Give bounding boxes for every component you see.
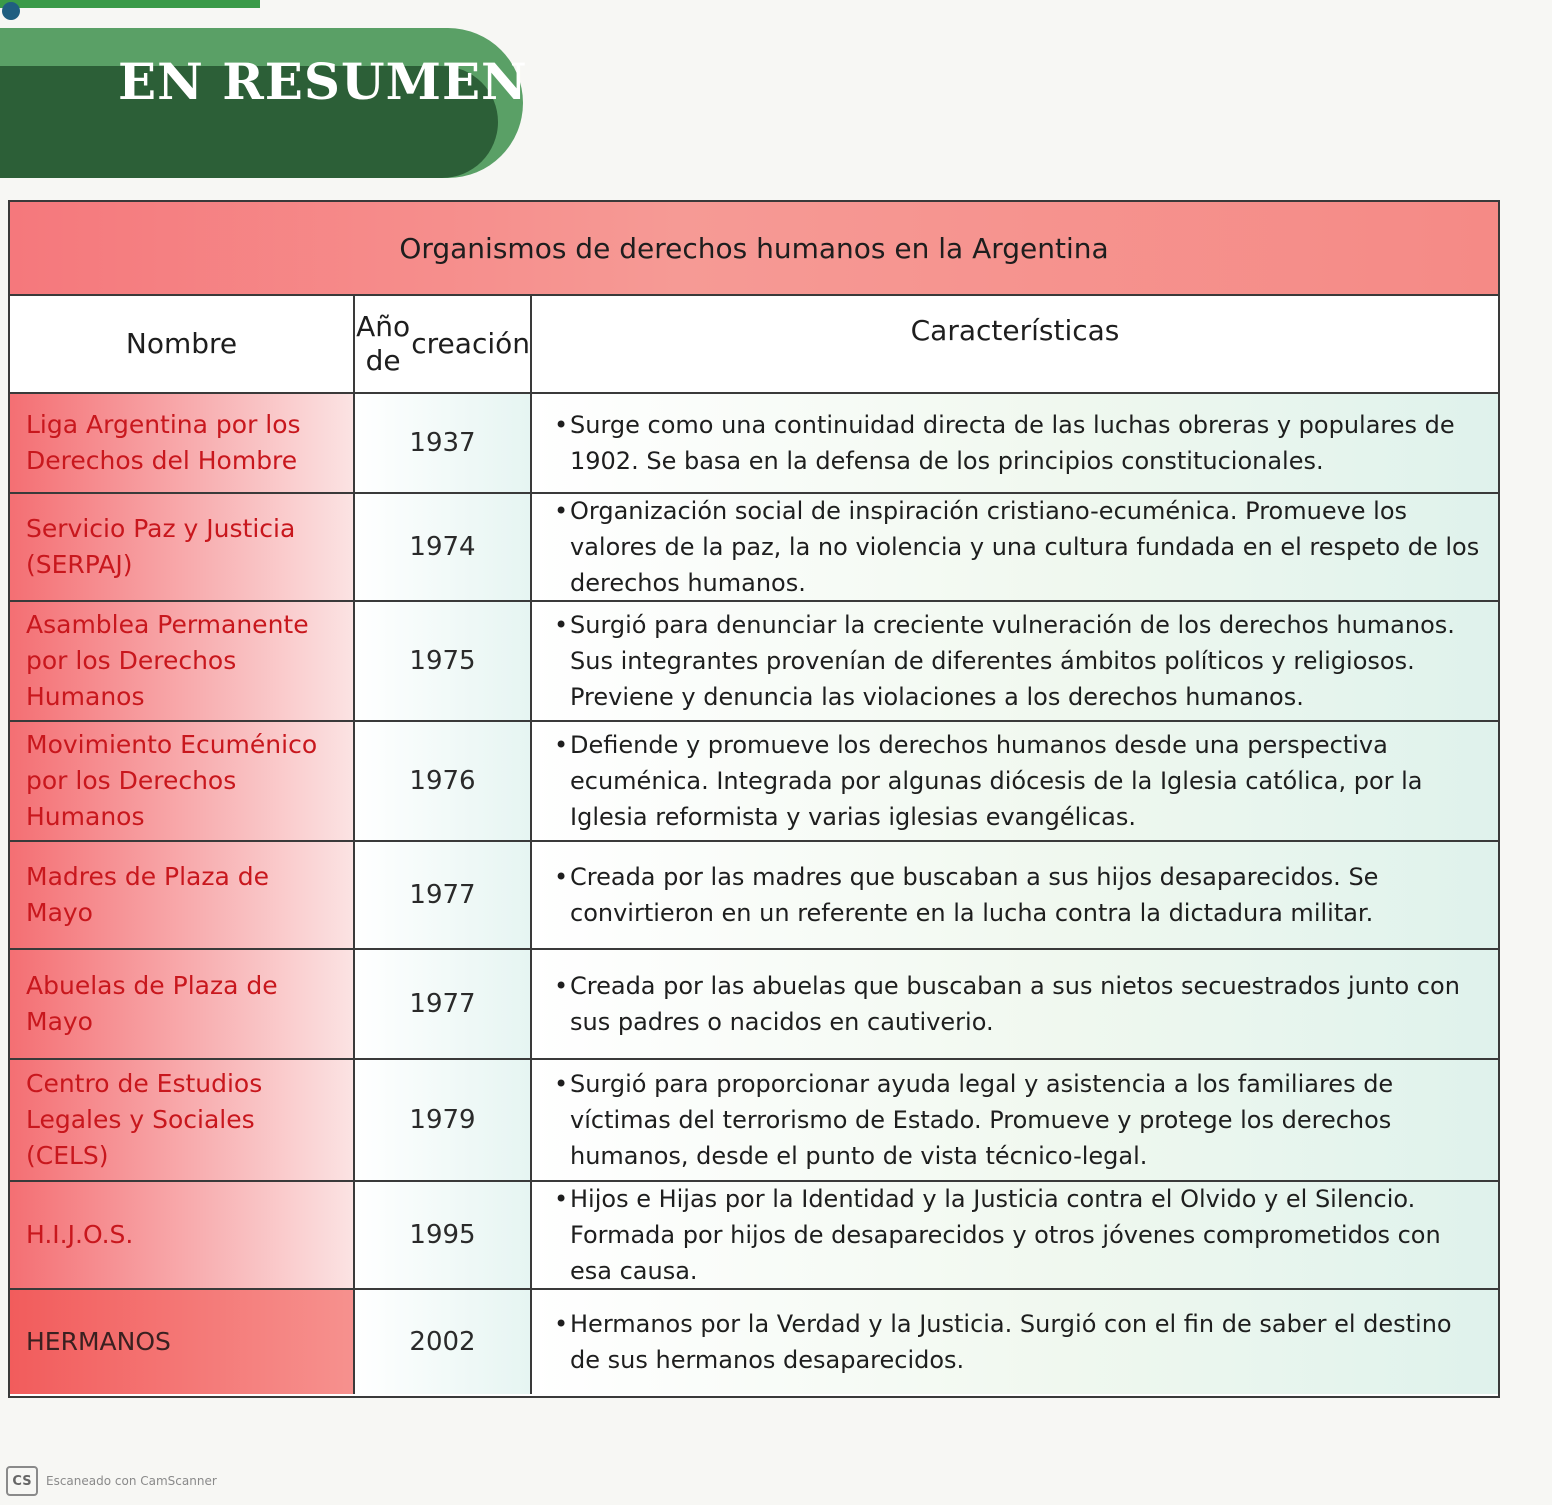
row-name: Asamblea Permanente por los Derechos Humanos — [10, 602, 355, 720]
row-characteristics — [532, 1182, 1498, 1288]
row-name: Centro de Estudios Legales y Sociales (CELS) — [10, 1060, 355, 1180]
table-row — [10, 722, 1498, 842]
bullet-icon: • — [554, 1310, 569, 1338]
row-name: Liga Argentina por los Derechos del Hombre — [10, 394, 355, 492]
row-name: Movimiento Ecuménico por los Derechos Humanos — [10, 722, 355, 840]
row-characteristics — [532, 950, 1498, 1058]
header-characteristics: Características — [910, 314, 1120, 347]
scanner-watermark-text: Escaneado con CamScanner — [46, 1474, 217, 1488]
table-row — [10, 602, 1498, 722]
row-characteristics — [532, 842, 1498, 948]
row-characteristics — [532, 1060, 1498, 1180]
row-characteristics-text: Surgió para denunciar la creciente vulneración de los derechos humanos. Sus integrantes provenían de diferentes ámbitos políticos y religiosos. Previene y denuncia las violaciones a los derechos humanos. — [570, 611, 1455, 711]
table-row — [10, 950, 1498, 1060]
bullet-icon: • — [554, 863, 569, 891]
table-row — [10, 842, 1498, 950]
table-row — [10, 494, 1498, 602]
row-characteristics — [532, 494, 1498, 600]
row-characteristics-text: Hermanos por la Verdad y la Justicia. Surgió con el fin de saber el destino de sus hermanos desaparecidos. — [570, 1310, 1452, 1374]
row-name: Abuelas de Plaza de Mayo — [10, 950, 355, 1058]
top-accent-bar — [0, 0, 260, 8]
row-year: 2002 — [355, 1290, 532, 1394]
scanner-watermark — [6, 1466, 217, 1496]
row-year: 1975 — [355, 602, 532, 720]
row-characteristics — [532, 602, 1498, 720]
row-characteristics — [532, 1290, 1498, 1394]
section-title: EN RESUMEN — [118, 52, 528, 111]
row-name: H.I.J.O.S. — [10, 1182, 355, 1288]
row-characteristics-text: Defiende y promueve los derechos humanos desde una perspectiva ecuménica. Integrada por algunas diócesis de la Iglesia católica, por la Iglesia reformista y varias iglesias evangélicas. — [570, 731, 1423, 831]
row-year: 1974 — [355, 494, 532, 600]
row-characteristics-text: Creada por las madres que buscaban a sus hijos desaparecidos. Se convirtieron en un referente en la lucha contra la dictadura militar. — [570, 863, 1379, 927]
row-year: 1977 — [355, 842, 532, 948]
row-characteristics-text: Organización social de inspiración cristiano-ecuménica. Promueve los valores de la paz, la no violencia y una cultura fundada en el respeto de los derechos humanos. — [570, 497, 1480, 597]
summary-table — [8, 200, 1500, 1398]
bullet-icon: • — [554, 972, 569, 1000]
table-title: Organismos de derechos humanos en la Argentina — [10, 202, 1498, 296]
camscanner-logo-icon: CS — [6, 1466, 38, 1496]
header-year-line1: Año de — [356, 310, 411, 377]
row-characteristics — [532, 722, 1498, 840]
header-name: Nombre — [10, 296, 355, 392]
row-name: Servicio Paz y Justicia (SERPAJ) — [10, 494, 355, 600]
bullet-icon: • — [554, 611, 569, 639]
bullet-icon: • — [554, 731, 569, 759]
row-characteristics — [532, 394, 1498, 492]
row-characteristics-text: Creada por las abuelas que buscaban a sus nietos secuestrados junto con sus padres o nacidos en cautiverio. — [570, 972, 1460, 1036]
table-row — [10, 394, 1498, 494]
row-characteristics-text: Surgió para proporcionar ayuda legal y asistencia a los familiares de víctimas del terrorismo de Estado. Promueve y protege los derechos humanos, desde el punto de vista técnico-legal. — [570, 1070, 1394, 1170]
row-name: HERMANOS — [10, 1290, 355, 1394]
table-row — [10, 1060, 1498, 1182]
bullet-icon: • — [554, 1185, 569, 1213]
table-row — [10, 1182, 1498, 1290]
header-year — [355, 296, 532, 392]
row-year: 1995 — [355, 1182, 532, 1288]
header-year-line2: creación — [411, 327, 530, 361]
bullet-icon: • — [554, 411, 569, 439]
row-year: 1937 — [355, 394, 532, 492]
bullet-icon: • — [554, 497, 569, 525]
row-year: 1979 — [355, 1060, 532, 1180]
row-characteristics-text: Surge como una continuidad directa de las luchas obreras y populares de 1902. Se basa en la defensa de los principios constitucionales. — [570, 411, 1455, 475]
row-year: 1976 — [355, 722, 532, 840]
table-row — [10, 1290, 1498, 1394]
row-characteristics-text: Hijos e Hijas por la Identidad y la Justicia contra el Olvido y el Silencio. Formada por hijos de desaparecidos y otros jóvenes comprometidos con esa causa. — [570, 1185, 1441, 1285]
top-accent-dot — [2, 2, 20, 20]
table-header-row — [10, 296, 1498, 394]
bullet-icon: • — [554, 1070, 569, 1098]
row-name: Madres de Plaza de Mayo — [10, 842, 355, 948]
row-year: 1977 — [355, 950, 532, 1058]
